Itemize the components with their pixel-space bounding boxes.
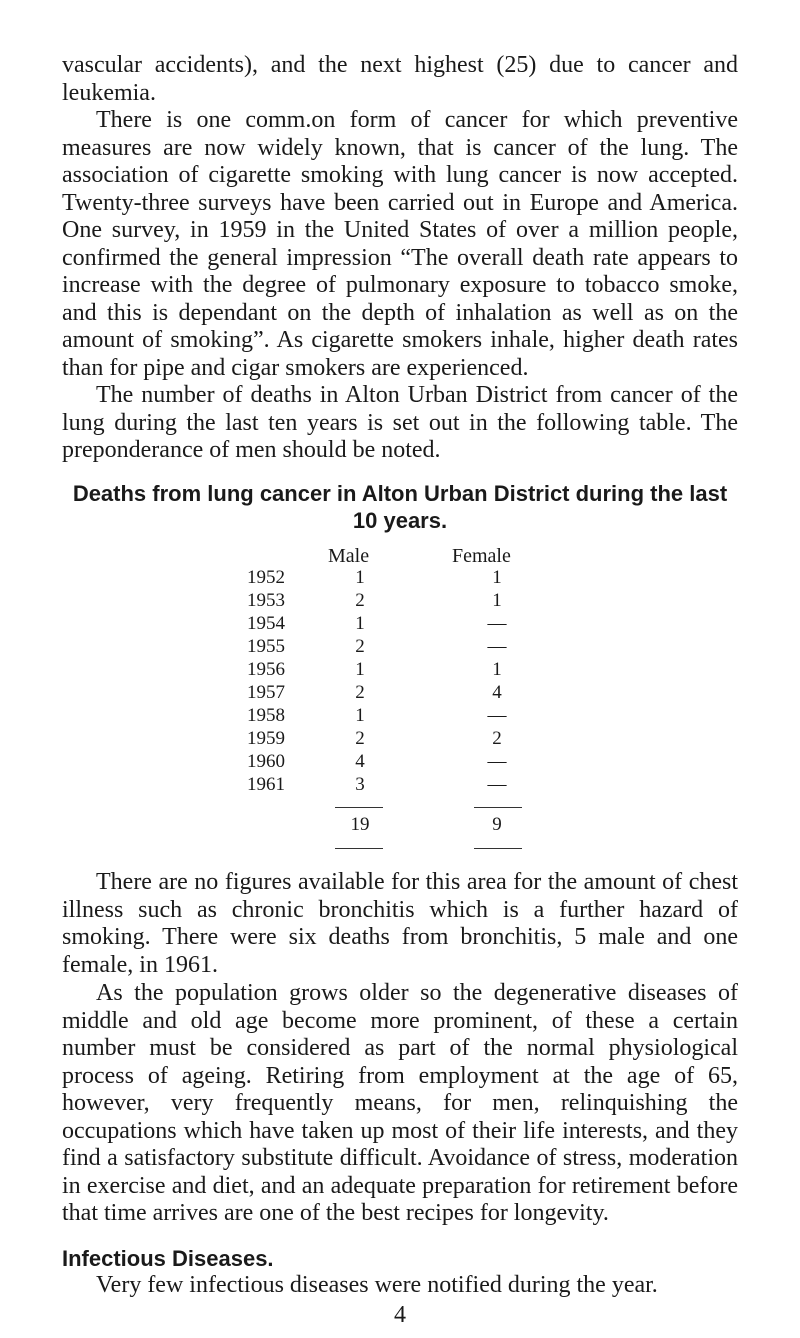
paragraph-bronchitis: There are no figures available for this area for the amount of chest illness such as chronic bronchitis which is a further hazard of smoking. There were six deaths from bronchitis, 5 male and one female, in 1961.	[62, 869, 738, 978]
female-cell: 1	[492, 590, 502, 611]
male-cell: 2	[355, 636, 365, 657]
table-row	[0, 659, 800, 680]
column-header-female: Female	[452, 545, 511, 567]
male-cell: 1	[355, 705, 365, 726]
table-row	[0, 682, 800, 703]
table-row	[0, 728, 800, 749]
total-male-cell: 19	[350, 814, 370, 835]
section-heading-infectious-diseases: Infectious Diseases.	[62, 1246, 274, 1271]
year-cell: 1953	[247, 590, 285, 611]
female-cell: 4	[492, 682, 502, 703]
total-rule-male-top	[335, 807, 383, 808]
year-cell: 1956	[247, 659, 285, 680]
female-cell: —	[487, 636, 507, 657]
female-cell: —	[487, 705, 507, 726]
table-row	[0, 636, 800, 657]
year-cell: 1955	[247, 636, 285, 657]
year-cell: 1961	[247, 774, 285, 795]
page-number: 4	[394, 1302, 406, 1328]
male-cell: 1	[355, 613, 365, 634]
total-rule-female-bottom	[474, 848, 522, 849]
male-cell: 1	[355, 659, 365, 680]
table-title: Deaths from lung cancer in Alton Urban District during the last	[72, 481, 728, 506]
male-cell: 2	[355, 682, 365, 703]
column-header-male: Male	[328, 545, 370, 567]
female-cell: 1	[492, 567, 502, 588]
table-title-line2: 10 years.	[352, 508, 448, 533]
paragraph-table-intro: The number of deaths in Alton Urban District from cancer of the lung during the last ten years is set out in the following table. The preponderance of men should be noted.	[62, 382, 738, 463]
year-cell: 1958	[247, 705, 285, 726]
table-row	[0, 567, 800, 588]
female-cell: 1	[492, 659, 502, 680]
total-rule-male-bottom	[335, 848, 383, 849]
table-row	[0, 751, 800, 772]
female-cell: —	[487, 774, 507, 795]
paragraph-lung-cancer: There is one comm.on form of cancer for which preventive measures are now widely known, that is cancer of the lung. The association of cigarette smoking with lung cancer is now accepted. Twenty-three surveys have been carried out in Europe and America. One survey, in 1959 in the United States of over a million people, confirmed the general impression “The overall death rate appears to increase with the degree of pulmonary exposure to tobacco smoke, and this is dependant on the depth of inhalation as well as on the amount of smoking”. As cigarette smokers inhale, higher death rates than for pipe and cigar smokers are experienced.	[62, 107, 738, 381]
table-row	[0, 774, 800, 795]
paragraph-infectious: Very few infectious diseases were notified during the year.	[96, 1272, 658, 1298]
table-row	[0, 705, 800, 726]
table-row	[0, 613, 800, 634]
year-cell: 1952	[247, 567, 285, 588]
total-rule-female-top	[474, 807, 522, 808]
female-cell: 2	[492, 728, 502, 749]
year-cell: 1954	[247, 613, 285, 634]
female-cell: —	[487, 613, 507, 634]
male-cell: 3	[355, 774, 365, 795]
table-total-row	[0, 814, 800, 835]
year-cell: 1959	[247, 728, 285, 749]
female-cell: —	[487, 751, 507, 772]
paragraph-ageing: As the population grows older so the degenerative diseases of middle and old age become more prominent, of these a certain number must be considered as part of the normal physiological process of ageing. Retiring from employment at the age of 65, however, very frequently means, for men, relinquishing the occupations which have taken up most of their life interests, and they find a satisfactory substitute difficult. Avoidance of stress, moderation in exercise and diet, and an adequate preparation for retirement before that time arrives are one of the best recipes for longevity.	[62, 980, 738, 1226]
male-cell: 2	[355, 590, 365, 611]
paragraph-1: vascular accidents), and the next highest (25) due to cancer and leukemia.	[62, 52, 738, 106]
male-cell: 1	[355, 567, 365, 588]
male-cell: 4	[355, 751, 365, 772]
year-cell: 1960	[247, 751, 285, 772]
table-row	[0, 590, 800, 611]
year-cell: 1957	[247, 682, 285, 703]
male-cell: 2	[355, 728, 365, 749]
total-female-cell: 9	[492, 814, 502, 835]
